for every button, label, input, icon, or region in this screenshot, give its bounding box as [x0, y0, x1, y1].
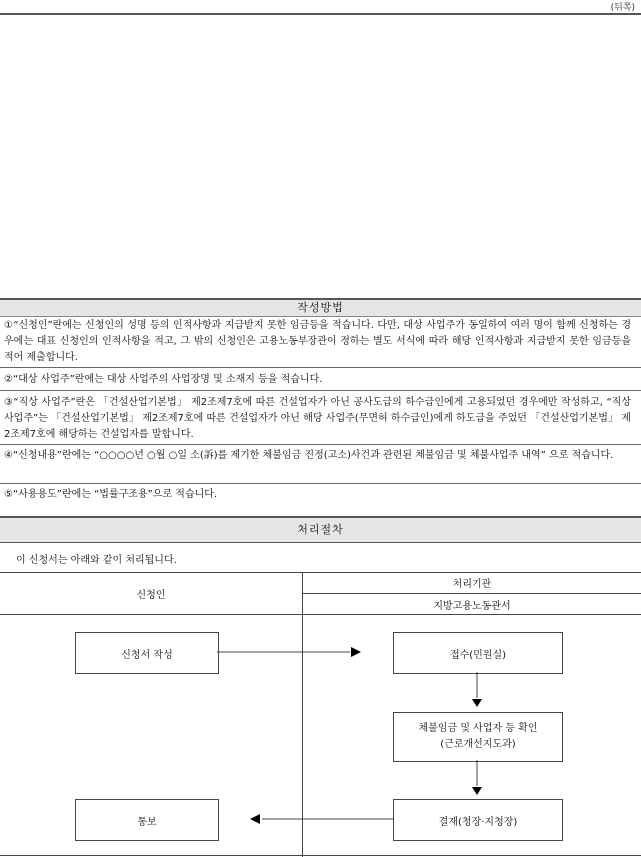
procedure-intro: 이 신청서는 아래와 같이 처리됩니다. — [16, 555, 177, 566]
instruction-item-5: ⑤“사용용도”란에는 “법률구조용”으로 적습니다. — [4, 489, 218, 500]
divider — [0, 367, 641, 368]
arrow-left-icon — [250, 814, 260, 824]
instruction-item-4: ④“신청내용”란에는 “○○○○년 ○월 ○일 소(訴)를 제기한 체불임금 진정(고소)사건과 관련된 체불임금 및 체불사업주 내역” 으로 적습니다. — [4, 450, 614, 461]
agency-column-header: 처리기관 — [452, 579, 492, 590]
step-sublabel: (근로개선지도과) — [440, 739, 516, 750]
divider — [0, 390, 641, 391]
procedure-title: 처리절차 — [0, 516, 641, 543]
top-divider — [0, 13, 641, 15]
flow-arrows — [0, 614, 641, 857]
arrow-down-icon — [472, 787, 482, 795]
divider — [0, 444, 641, 445]
step-label: 신청서 작성 — [121, 649, 173, 661]
agency-subheader: 지방고용노동관서 — [433, 600, 511, 612]
step-label: 통보 — [137, 816, 157, 828]
divider — [0, 483, 641, 484]
applicant-column-header: 신청인 — [136, 589, 166, 601]
step-label: 체불임금 및 사업자 등 확인 — [418, 723, 538, 734]
back-page-label: (뒤쪽) — [610, 3, 635, 13]
instructions-title: 작성방법 — [0, 298, 641, 317]
step-label: 결재(청장·지청장) — [438, 816, 518, 828]
arrow-down-icon — [472, 699, 482, 707]
step-label: 접수(민원실) — [449, 649, 507, 661]
instruction-item-3: ③“직상 사업주”란은 「건설산업기본법」 제2조제7호에 따른 건설업자가 아닌 공사도급의 하수급인에게 고용되었던 경우에만 작성하고, “직상 사업주”는 「건설산업기본법」 제2조제7호에 따른 건설업자가 아닌 해당 사업주(무면허 하수급인)에게 하도급을 주었던 「건설산업기본법」 제2조제7호에 해당하는 건설업자를 말합니다. — [4, 397, 631, 440]
table-bottom-border — [0, 855, 641, 856]
instruction-item-2: ②“대상 사업주”란에는 대상 사업주의 사업장명 및 소재지 등을 적습니다. — [4, 374, 323, 385]
instruction-item-1: ①“신청인”란에는 신청인의 성명 등의 인적사항과 지급받지 못한 임금등을 적습니다. 다만, 대상 사업주가 동일하여 여러 명이 함께 신청하는 경우에는 대표 신청인의 인적사항을 적고, 그 밖의 신청인은 고용노동부장관이 정하는 별도 서식에 따라 해당 인적사항과 지급받지 못한 임금등을 적어 제출합니다. — [4, 320, 631, 363]
arrow-right-icon — [351, 647, 361, 657]
